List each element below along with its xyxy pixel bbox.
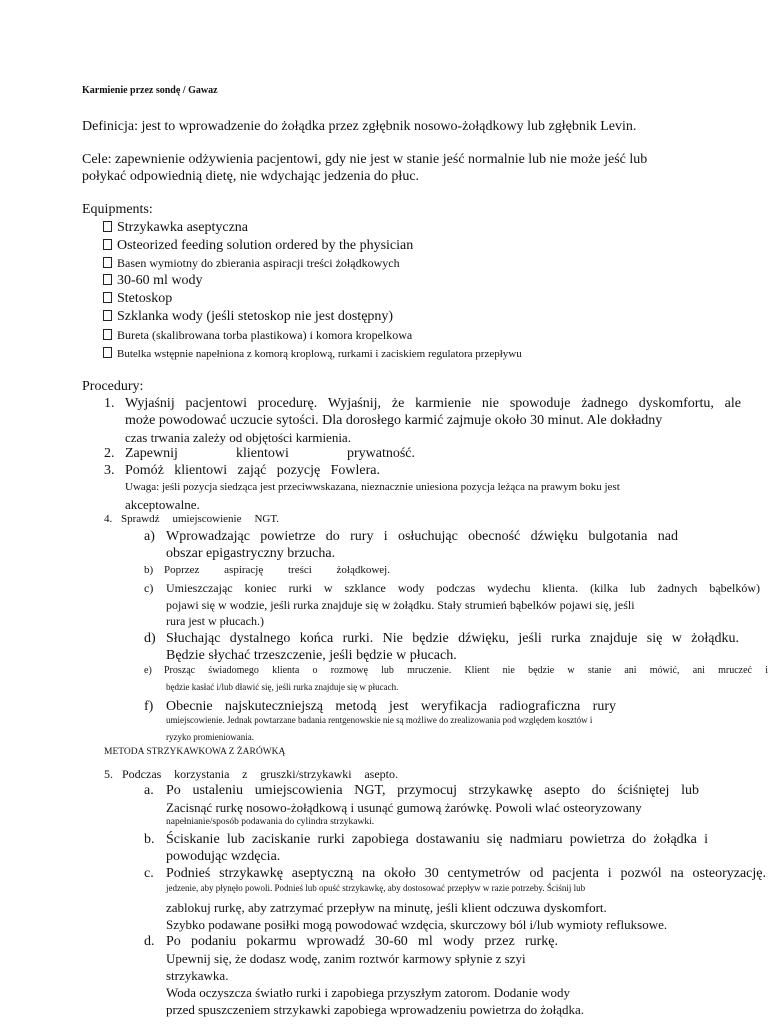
step-5c-line-2: jedzenie, aby płynęło powoli. Podnieś lub opuść strzykawkę, aby dostosować przepływ w razie potrzeby. Ściśnij lub bbox=[166, 883, 586, 893]
step-4-text: Sprawdź umiejscowienie NGT. bbox=[121, 513, 279, 525]
step-4d-line-1: Słuchając dystalnego końca rurki. Nie będzie dźwięku, jeśli rurka znajduje się w żołądku. bbox=[166, 631, 739, 646]
substep-mark: c) bbox=[144, 581, 154, 595]
checkbox-icon bbox=[103, 257, 112, 268]
step-1-line-1: Wyjaśnij pacjentowi procedurę. Wyjaśnij, że karmienie nie spowoduje żadnego dyskomfortu, ale bbox=[125, 396, 741, 411]
substep-mark: e) bbox=[144, 665, 152, 676]
step-4f-line-2: umiejscowienie. Jednak powtarzane badania rentgenowskie nie są możliwe do zrealizowania pod względem kosztów i bbox=[166, 715, 593, 725]
definition-text: Definicja: jest to wprowadzenie do żołądka przez zgłębnik nosowo-żołądkowy lub zgłębnik Levin. bbox=[82, 119, 637, 134]
step-1-line-3: czas trwania zależy od objętości karmienia. bbox=[125, 430, 351, 445]
step-5d-line-2: Upewnij się, że dodasz wodę, zanim roztwór karmowy spłynie z szyi bbox=[166, 951, 526, 966]
step-5c-line-4: Szybko podawane posiłki mogą powodować wzdęcia, skurczowy ból i/lub wymioty refluksowe. bbox=[166, 917, 668, 932]
substep-mark: a. bbox=[144, 783, 154, 798]
step-4c-line-3: rura jest w płucach.) bbox=[166, 614, 264, 628]
step-5a-line-2: Zacisnąć rurkę nosowo-żołądkową i usunąć gumową żarówkę. Powoli wlać osteoryzowany bbox=[166, 800, 642, 815]
equipment-item: Strzykawka aseptyczna bbox=[103, 221, 248, 235]
step-3-note-line-2: akceptowalne. bbox=[125, 497, 200, 512]
checkbox-icon bbox=[103, 239, 112, 250]
step-4c-line-1: Umieszczając koniec rurki w szklance wody podczas wydechu klienta. (kilka lub żadnych bąbelków) bbox=[166, 581, 760, 595]
step-4f-line-3: ryzyko promieniowania. bbox=[166, 732, 254, 742]
checkbox-icon bbox=[103, 310, 112, 321]
step-5c-line-1: Podnieś strzykawkę aseptyczną na około 30 centymetrów od pacjenta i pozwól na osteoryzację. bbox=[166, 866, 766, 881]
step-4a-line-1: Wprowadzając powietrze do rury i osłuchując obecność dźwięku bulgotania nad bbox=[166, 529, 678, 544]
step-number: 2. bbox=[104, 446, 115, 461]
step-4e-line-2: będzie kasłać i/lub dławić się, jeśli rurka znajduje się w płucach. bbox=[166, 682, 399, 692]
step-number: 5. bbox=[104, 767, 113, 781]
document-title: Karmienie przez sondę / Gawaz bbox=[82, 85, 218, 96]
equipment-item: Bureta (skalibrowana torba plastikowa) i komora kropelkowa bbox=[103, 329, 412, 341]
step-5d-line-3: strzykawka. bbox=[166, 968, 229, 983]
method-heading: METODA STRZYKAWKOWA Z ŻARÓWKĄ bbox=[104, 747, 286, 757]
step-4b-line-1: Poprzez aspirację treści żołądkowej. bbox=[164, 564, 390, 576]
equipment-item: Basen wymiotny do zbierania aspiracji treści żołądkowych bbox=[103, 257, 400, 269]
procedure-heading: Procedury: bbox=[82, 379, 144, 394]
substep-mark: d) bbox=[144, 631, 156, 646]
equipment-item: Szklanka wody (jeśli stetoskop nie jest dostępny) bbox=[103, 310, 393, 324]
goals-line-2: połykać odpowiednią dietę, nie wdychając jedzenia do płuc. bbox=[82, 169, 420, 184]
checkbox-icon bbox=[103, 274, 112, 285]
step-4f-line-1: Obecnie najskuteczniejszą metodą jest weryfikacja radiograficzna rury bbox=[166, 699, 616, 714]
substep-mark: a) bbox=[144, 529, 155, 544]
step-1-line-2: może powodować uczucie sytości. Dla dorosłego karmić zajmuje około 30 minut. Ale dokładny bbox=[125, 413, 663, 428]
step-4d-line-2: Będzie słychać trzeszczenie, jeśli będzie w płucach. bbox=[166, 648, 457, 663]
checkbox-icon bbox=[103, 329, 112, 340]
substep-mark: f) bbox=[144, 699, 154, 714]
substep-mark: b. bbox=[144, 832, 155, 847]
step-4a-line-2: obszar epigastryczny brzucha. bbox=[166, 546, 336, 561]
step-3-note-line-1: Uwaga: jeśli pozycja siedząca jest przeciwwskazana, nieznacznie uniesiona pozycja leżąca na prawym boku jest bbox=[125, 481, 620, 493]
equipment-item: Butelka wstępnie napełniona z komorą kroplową, rurkami i zaciskiem regulatora przepływu bbox=[103, 347, 522, 360]
step-5a-line-3: napełnianie/sposób podawania do cylindra strzykawki. bbox=[166, 817, 375, 827]
step-4c-line-2: pojawi się w wodzie, jeśli rurka znajduje się w żołądku. Stały strumień bąbelków pojawi się, jeśli bbox=[166, 598, 635, 612]
substep-mark: b) bbox=[144, 564, 154, 576]
substep-mark: d. bbox=[144, 934, 155, 949]
step-5b-line-1: Ściskanie lub zaciskanie rurki zapobiega dostawaniu się nadmiaru powietrza do żołądka i bbox=[166, 832, 708, 847]
step-5c-line-3: zablokuj rurkę, aby zatrzymać przepływ na minutę, jeśli klient odczuwa dyskomfort. bbox=[166, 900, 607, 915]
step-3-text: Pomóż klientowi zająć pozycję Fowlera. bbox=[125, 463, 380, 478]
step-5d-line-5: przed spuszczeniem strzykawki zapobiega wprowadzeniu powietrza do żołądka. bbox=[166, 1002, 584, 1017]
equipment-item: Stetoskop bbox=[103, 292, 172, 306]
step-number: 4. bbox=[104, 513, 113, 525]
step-5d-line-1: Po podaniu pokarmu wprowadź 30-60 ml wody przez rurkę. bbox=[166, 934, 558, 949]
equipment-item: 30-60 ml wody bbox=[103, 274, 203, 288]
goals-line-1: Cele: zapewnienie odżywienia pacjentowi, gdy nie jest w stanie jeść normalnie lub nie może jeść lub bbox=[82, 152, 648, 167]
step-5d-line-4: Woda oczyszcza światło rurki i zapobiega przyszłym zatorom. Dodanie wody bbox=[166, 985, 570, 1000]
step-2-text: Zapewnij klientowi prywatność. bbox=[125, 446, 415, 461]
equipment-item: Osteorized feeding solution ordered by the physician bbox=[103, 239, 413, 253]
step-5a-line-1: Po ustaleniu umiejscowienia NGT, przymocuj strzykawkę asepto do ściśniętej lub bbox=[166, 783, 699, 798]
checkbox-icon bbox=[103, 292, 112, 303]
substep-mark: c. bbox=[144, 866, 154, 881]
step-5b-line-2: powodując wzdęcia. bbox=[166, 849, 281, 864]
step-4e-line-1: Prosząc świadomego klienta o rozmowę lub mruczenie. Klient nie będzie w stanie ani mówić, ani mruczeć i bbox=[164, 665, 768, 676]
step-5-text: Podczas korzystania z gruszki/strzykawki asepto. bbox=[122, 767, 398, 781]
checkbox-icon bbox=[103, 221, 112, 232]
equipments-heading: Equipments: bbox=[82, 202, 153, 217]
checkbox-icon bbox=[103, 347, 112, 358]
step-number: 1. bbox=[104, 396, 115, 411]
step-number: 3. bbox=[104, 463, 115, 478]
